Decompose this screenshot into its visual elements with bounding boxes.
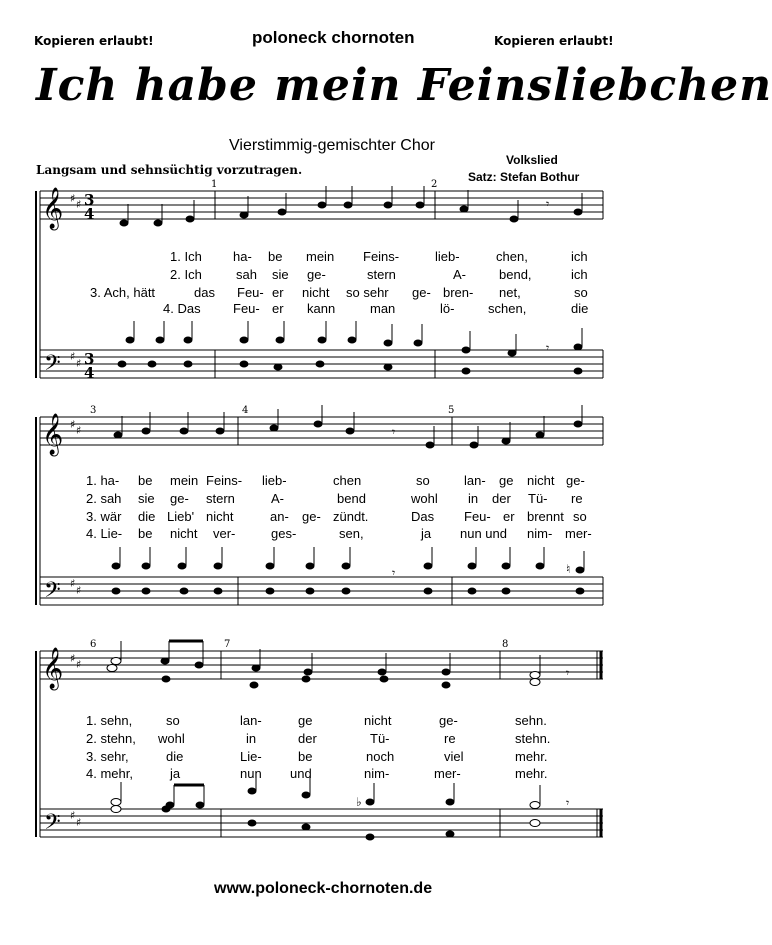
note-head: [111, 799, 121, 806]
note-head: [126, 337, 134, 343]
note-head: [470, 442, 478, 448]
measure-number: 7: [224, 639, 231, 650]
lyric-word: die: [138, 509, 156, 524]
note-head: [302, 824, 310, 830]
lyric-word: mein: [306, 249, 335, 264]
note-head: [468, 563, 476, 569]
note-head: [576, 588, 584, 594]
note-head: [530, 820, 540, 827]
note-head: [306, 563, 314, 569]
treble-clef-icon: 𝄞: [42, 648, 64, 689]
note-head: [536, 432, 544, 438]
lyric-word: chen: [333, 473, 362, 488]
note-head: [148, 361, 156, 367]
note-head: [576, 567, 584, 573]
note-head: [302, 792, 310, 798]
lyric-word: nicht: [364, 713, 392, 728]
note-head: [502, 563, 510, 569]
note-head: [266, 588, 274, 594]
note-head: [378, 669, 386, 675]
treble-clef-icon: 𝄞: [42, 414, 64, 455]
lyric-word: die: [571, 301, 589, 316]
lyric-word: so: [166, 713, 180, 728]
lyric-word: lan-: [464, 473, 486, 488]
lyric-word: 3. sehr,: [86, 749, 129, 764]
note-head: [346, 428, 354, 434]
note-head: [250, 682, 258, 688]
lyric-word: sie: [138, 491, 155, 506]
lyric-word: Lie-: [240, 749, 262, 764]
note-head: [180, 428, 188, 434]
lyric-word: stern: [367, 267, 396, 282]
bass-clef-icon: 𝄢: [44, 351, 61, 381]
lyric-word: Das: [411, 509, 435, 524]
lyric-word: Feins-: [363, 249, 400, 264]
lyric-word: chen,: [496, 249, 528, 264]
note-head: [178, 563, 186, 569]
note-head: [142, 428, 150, 434]
lyric-word: 2. Ich: [170, 267, 202, 282]
note-head: [240, 212, 248, 218]
lyric-word: nim-: [364, 766, 390, 781]
flat-sign-icon: ♭: [356, 795, 362, 809]
note-head: [342, 588, 350, 594]
footer-website: www.poloneck-chornoten.de: [214, 880, 433, 897]
lyric-word: re: [571, 491, 583, 506]
lyric-word: lö-: [440, 301, 455, 316]
lyric-word: nicht: [527, 473, 555, 488]
note-head: [424, 563, 432, 569]
note-head: [184, 337, 192, 343]
lyric-word: bend: [337, 491, 366, 506]
eighth-rest-icon: 𝄾: [392, 566, 396, 580]
note-head: [384, 202, 392, 208]
lyric-word: sen,: [339, 526, 364, 541]
note-head: [184, 361, 192, 367]
lyric-word: so: [416, 473, 430, 488]
lyric-word: be: [138, 526, 153, 541]
note-head: [574, 209, 582, 215]
note-head: [304, 669, 312, 675]
lyric-word: 4. mehr,: [86, 766, 133, 781]
lyric-word: net,: [499, 285, 521, 300]
note-head: [380, 676, 388, 682]
eighth-rest-icon: 𝄾: [392, 425, 396, 439]
note-head: [574, 421, 582, 427]
lyric-word: der: [492, 491, 511, 506]
time-signature-top: 3: [84, 350, 95, 368]
note-head: [416, 202, 424, 208]
measure-number: 1: [211, 179, 218, 190]
note-head: [530, 802, 540, 809]
lyric-word: Tü-: [528, 491, 548, 506]
lyric-word: 3. wär: [86, 509, 122, 524]
lyric-word: 4. Lie-: [86, 526, 123, 541]
note-head: [196, 802, 204, 808]
lyric-word: stern: [206, 491, 235, 506]
lyric-word: Feu-: [237, 285, 264, 300]
key-signature-sharp-icon: ♯: [70, 652, 76, 665]
note-head: [366, 799, 374, 805]
measure-number: 4: [242, 405, 249, 416]
lyric-word: mehr.: [515, 749, 548, 764]
system-1-score: [0, 178, 630, 390]
lyric-word: be: [138, 473, 153, 488]
note-head: [460, 206, 468, 212]
lyric-word: er: [272, 285, 284, 300]
note-head: [112, 563, 120, 569]
key-signature-sharp-icon: ♯: [70, 418, 76, 431]
note-head: [508, 350, 516, 356]
key-signature-sharp-icon: ♯: [70, 809, 76, 822]
note-head: [502, 438, 510, 444]
lyric-word: an-: [270, 509, 289, 524]
lyric-word: wohl: [411, 491, 438, 506]
note-head: [154, 220, 162, 226]
note-head: [318, 202, 326, 208]
lyric-word: sehn.: [515, 713, 547, 728]
lyric-word: 1. Ich: [170, 249, 202, 264]
note-head: [156, 337, 164, 343]
lyric-word: brennt: [527, 509, 564, 524]
eighth-rest-icon: 𝄾: [546, 197, 550, 211]
lyric-word: so: [574, 285, 588, 300]
lyric-word: nicht: [302, 285, 330, 300]
lyric-word: lieb-: [262, 473, 287, 488]
note-head: [216, 428, 224, 434]
note-head: [442, 682, 450, 688]
lyric-word: Feins-: [206, 473, 243, 488]
note-head: [536, 563, 544, 569]
lyric-word: ge: [298, 713, 313, 728]
note-head: [462, 368, 470, 374]
note-head: [214, 588, 222, 594]
lyric-word: man: [370, 301, 396, 316]
measure-number: 3: [90, 405, 97, 416]
lyric-word: Feu-: [464, 509, 491, 524]
lyric-word: mehr.: [515, 766, 548, 781]
lyric-word: A-: [453, 267, 466, 282]
note-head: [240, 337, 248, 343]
note-head: [248, 820, 256, 826]
note-head: [442, 669, 450, 675]
key-signature-sharp-icon: ♯: [70, 577, 76, 590]
lyric-word: 1. sehn,: [86, 713, 133, 728]
key-signature-sharp-icon: ♯: [76, 816, 82, 829]
lyric-word: lieb-: [435, 249, 460, 264]
note-head: [446, 799, 454, 805]
note-head: [142, 588, 150, 594]
note-head: [142, 563, 150, 569]
lyric-word: ver-: [213, 526, 236, 541]
lyric-word: mer-: [565, 526, 592, 541]
lyric-word: lan-: [240, 713, 262, 728]
note-head: [574, 368, 582, 374]
lyric-word: in: [246, 731, 257, 746]
note-head: [502, 588, 510, 594]
note-head: [274, 364, 282, 370]
note-head: [161, 658, 169, 664]
note-head: [111, 806, 121, 813]
key-signature-sharp-icon: ♯: [76, 424, 82, 437]
measure-number: 6: [90, 639, 97, 650]
note-head: [120, 220, 128, 226]
note-head: [348, 337, 356, 343]
lyric-word: schen,: [488, 301, 527, 316]
lyric-word: bren-: [443, 285, 474, 300]
key-signature-sharp-icon: ♯: [70, 192, 76, 205]
system-2-score: [0, 400, 630, 612]
note-head: [462, 347, 470, 353]
lyric-word: ja: [170, 766, 181, 781]
lyric-word: ges-: [271, 526, 297, 541]
lyric-word: Feu-: [233, 301, 260, 316]
note-head: [306, 588, 314, 594]
note-head: [107, 665, 117, 672]
note-head: [114, 432, 122, 438]
lyric-word: noch: [366, 749, 395, 764]
natural-sign-icon: ♮: [566, 562, 571, 576]
lyric-word: nicht: [170, 526, 198, 541]
lyric-word: mein: [170, 473, 199, 488]
bass-clef-icon: 𝄢: [44, 810, 61, 840]
note-head: [252, 665, 260, 671]
lyric-word: ge-: [170, 491, 189, 506]
tempo-marking: Langsam und sehnsüchtig vorzutragen.: [36, 163, 303, 177]
lyric-word: er: [503, 509, 515, 524]
lyric-word: be: [298, 749, 313, 764]
key-signature-sharp-icon: ♯: [76, 357, 82, 370]
lyric-word: A-: [271, 491, 284, 506]
lyric-word: re: [444, 731, 456, 746]
note-head: [342, 563, 350, 569]
note-head: [426, 442, 434, 448]
note-head: [111, 658, 121, 665]
note-head: [118, 361, 126, 367]
note-head: [468, 588, 476, 594]
lyric-word: und: [290, 766, 312, 781]
treble-clef-icon: 𝄞: [42, 188, 64, 229]
lyric-word: Tü-: [370, 731, 390, 746]
note-head: [186, 216, 194, 222]
note-head: [344, 202, 352, 208]
measure-number: 8: [502, 639, 509, 650]
eighth-rest-icon: 𝄾: [546, 341, 550, 355]
lyric-word: ge-: [439, 713, 458, 728]
key-signature-sharp-icon: ♯: [76, 658, 82, 671]
time-signature-bottom: 4: [84, 205, 95, 223]
note-head: [240, 361, 248, 367]
lyric-word: die: [166, 749, 184, 764]
lyric-word: kann: [307, 301, 336, 316]
note-head: [318, 337, 326, 343]
lyric-word: ge-: [307, 267, 326, 282]
lyric-word: nim-: [527, 526, 553, 541]
note-head: [414, 340, 422, 346]
note-head: [530, 672, 540, 679]
lyric-word: nun und: [460, 526, 507, 541]
note-head: [314, 421, 322, 427]
note-head: [530, 679, 540, 686]
note-head: [384, 340, 392, 346]
lyric-word: sie: [272, 267, 289, 282]
note-head: [278, 209, 286, 215]
bass-clef-icon: 𝄢: [44, 578, 61, 608]
lyric-word: nun: [240, 766, 262, 781]
note-head: [302, 676, 310, 682]
lyric-word: ich: [571, 267, 588, 282]
lyric-word: stehn.: [515, 731, 551, 746]
origin-credit: Volkslied: [506, 153, 558, 167]
lyric-word: 4. Das: [163, 301, 201, 316]
note-head: [214, 563, 222, 569]
key-signature-sharp-icon: ♯: [76, 584, 82, 597]
lyric-word: bend,: [499, 267, 532, 282]
note-head: [366, 834, 374, 840]
lyric-word: so sehr: [346, 285, 389, 300]
note-head: [424, 588, 432, 594]
note-head: [180, 588, 188, 594]
lyric-word: ge-: [566, 473, 585, 488]
lyric-word: nicht: [206, 509, 234, 524]
lyric-word: ge-: [412, 285, 431, 300]
lyric-word: 2. stehn,: [86, 731, 136, 746]
note-head: [248, 788, 256, 794]
lyric-word: so: [573, 509, 587, 524]
note-head: [446, 831, 454, 837]
lyric-word: be: [268, 249, 283, 264]
lyric-word: das: [194, 285, 215, 300]
lyric-word: 1. ha-: [86, 473, 120, 488]
lyric-word: mer-: [434, 766, 461, 781]
lyric-word: sah: [236, 267, 257, 282]
lyric-word: ha-: [233, 249, 252, 264]
lyric-word: er: [272, 301, 284, 316]
eighth-rest-icon: 𝄾: [566, 796, 570, 810]
lyric-word: in: [468, 491, 479, 506]
lyric-word: ge: [499, 473, 514, 488]
note-head: [384, 364, 392, 370]
note-head: [574, 344, 582, 350]
lyric-word: viel: [444, 749, 464, 764]
song-title: Ich habe mein Feinsliebchen: [36, 60, 772, 111]
arranger-credit: Satz: Stefan Bothur: [468, 170, 580, 184]
lyric-word: ge-: [302, 509, 321, 524]
measure-number: 5: [448, 405, 455, 416]
note-head: [112, 588, 120, 594]
measure-number: 2: [431, 179, 438, 190]
brand-name: poloneck chornoten: [252, 28, 415, 47]
time-signature-bottom: 4: [84, 364, 95, 382]
note-head: [162, 806, 170, 812]
key-signature-sharp-icon: ♯: [76, 198, 82, 211]
lyric-word: wohl: [158, 731, 185, 746]
note-head: [162, 676, 170, 682]
note-head: [276, 337, 284, 343]
note-head: [270, 425, 278, 431]
lyric-word: zündt.: [333, 509, 369, 524]
lyric-word: Lieb': [167, 509, 195, 524]
note-head: [195, 662, 203, 668]
lyric-word: ich: [571, 249, 588, 264]
copy-notice-right: Kopieren erlaubt!: [494, 34, 614, 48]
eighth-rest-icon: 𝄾: [566, 666, 570, 680]
key-signature-sharp-icon: ♯: [70, 350, 76, 363]
note-head: [266, 563, 274, 569]
time-signature-top: 3: [84, 191, 95, 209]
lyric-word: 2. sah: [86, 491, 122, 506]
lyric-word: ja: [421, 526, 432, 541]
lyric-word: der: [298, 731, 317, 746]
subtitle: Vierstimmig-gemischter Chor: [229, 137, 435, 154]
note-head: [316, 361, 324, 367]
note-head: [510, 216, 518, 222]
lyric-word: 3. Ach, hätt: [90, 285, 156, 300]
copy-notice-left: Kopieren erlaubt!: [34, 34, 154, 48]
